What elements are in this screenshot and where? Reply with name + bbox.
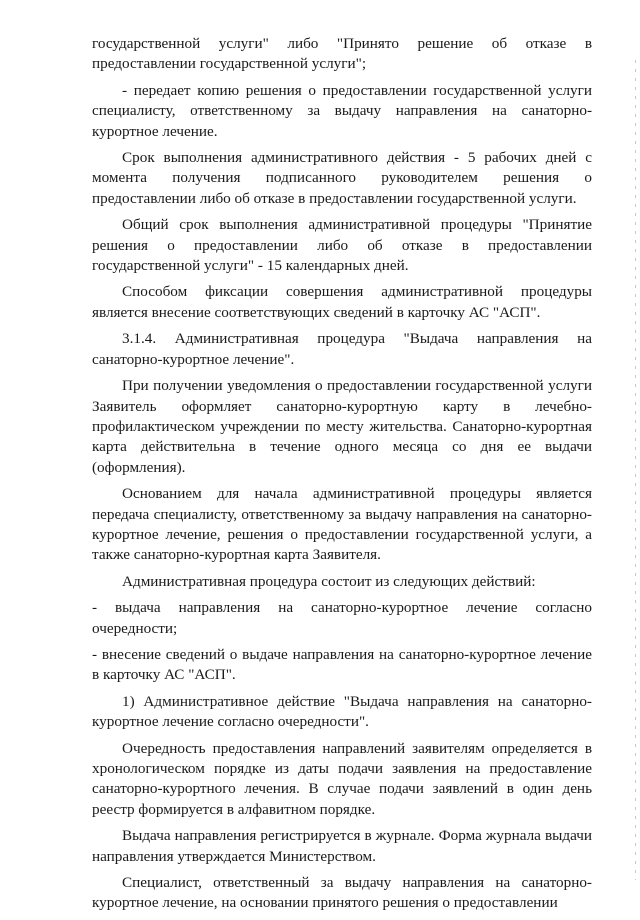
scan-edge-mark (635, 60, 636, 880)
paragraph-specialist: Специалист, ответственный за выдачу направления на санаторно-курортное лечение, на основании принятого решения о предоставлении (92, 874, 592, 912)
list-item-record-referral: - внесение сведений о выдаче направления на санаторно-курортное лечение в карточку АС "АСП". (92, 645, 592, 684)
paragraph-fixation-method: Способом фиксации совершения административной процедуры является внесение соответствующих сведений в карточку АС "АСП". (92, 283, 592, 321)
paragraph-queue-order: Очередность предоставления направлений заявителям определяется в хронологическом порядке из даты подачи заявления на предоставление санаторно-курортного лечения. В случае подачи заявлений в один день реестр формируется в алфавитном порядке. (92, 739, 592, 818)
paragraph-procedure-steps-intro: Административная процедура состоит из следующих действий: (122, 572, 536, 590)
paragraph-journal-registration: Выдача направления регистрируется в журнале. Форма журнала выдачи направления утверждается Министерством. (92, 827, 592, 865)
paragraph-total-deadline: Общий срок выполнения административной процедуры "Принятие решения о предоставлении либо об отказе в предоставлении государственной услуги" - 15 календарных дней. (92, 216, 592, 275)
section-heading-3-1-4: 3.1.4. Административная процедура "Выдача направления на санаторно-курортное лечение". (92, 330, 592, 368)
paragraph-action-deadline: Срок выполнения административного действия - 5 рабочих дней с момента получения подписанного руководителем решения о предоставлении либо об отказе в предоставлении государственной услуги. (92, 149, 592, 207)
paragraph-procedure-basis: Основанием для начала административной процедуры является передача специалисту, ответственному за выдачу направления на санаторно-курортное лечение, решения о предоставлении государственной услуги, а также санаторно-курортная карта Заявителя. (92, 485, 592, 564)
document-body (92, 34, 592, 920)
paragraph-action-1: 1) Административное действие "Выдача направления на санаторно-курортное лечение согласно очередности". (92, 692, 592, 731)
paragraph-resort-card: При получении уведомления о предоставлении государственной услуги Заявитель оформляет санаторно-курортную карту в лечебно-профилактическом учреждении по месту жительства. Санаторно-курортная карта действительна в течение одного месяца со дня ее выдачи (оформления). (92, 377, 592, 476)
list-item-issue-referral: - выдача направления на санаторно-курортное лечение согласно очередности; (92, 599, 592, 637)
paragraph-transfer-copy: - передает копию решения о предоставлении государственной услуги специалисту, ответственному за выдачу направления на санаторно-курортное лечение. (92, 81, 592, 140)
paragraph-continuation: государственной услуги" либо "Принято решение об отказе в предоставлении государственной услуги"; (92, 35, 592, 73)
